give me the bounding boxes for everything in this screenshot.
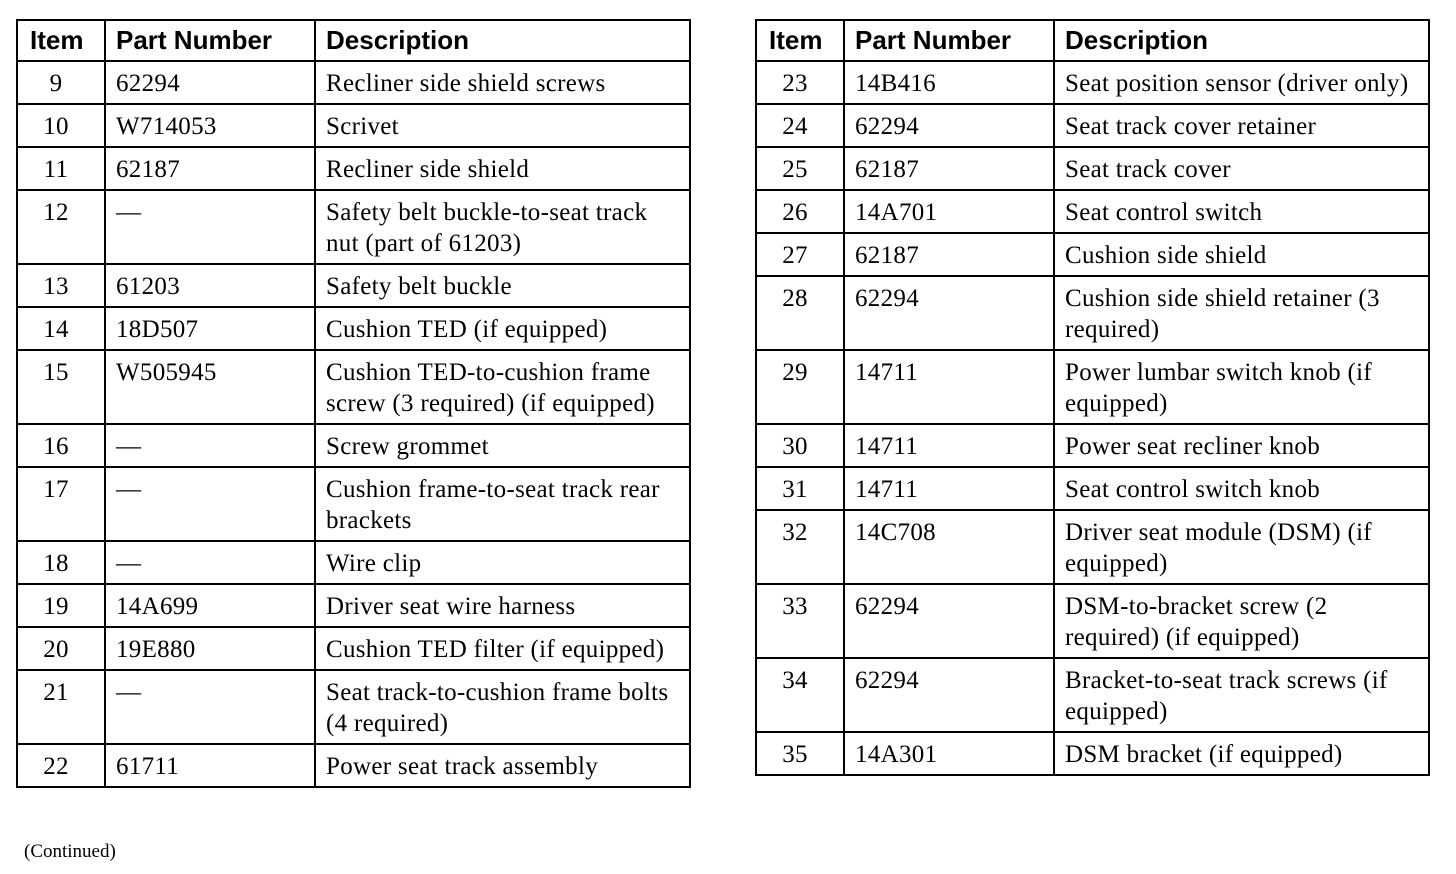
part-number-cell: 62187 <box>844 147 1054 190</box>
part-number-cell: 14A701 <box>844 190 1054 233</box>
part-number-cell: 62294 <box>844 104 1054 147</box>
part-number-cell: 14711 <box>844 424 1054 467</box>
table-row <box>17 350 690 424</box>
part-number-cell: 62294 <box>844 658 1054 732</box>
item-number-cell: 16 <box>17 424 105 467</box>
description-cell: Safety belt buckle <box>315 264 690 307</box>
description-cell: Screw grommet <box>315 424 690 467</box>
part-number-cell: W505945 <box>105 350 315 424</box>
description-cell: Scrivet <box>315 104 690 147</box>
table-row <box>17 190 690 264</box>
table-row <box>756 350 1429 424</box>
part-number-cell: 14711 <box>844 350 1054 424</box>
table-row <box>756 732 1429 775</box>
table-row <box>756 584 1429 658</box>
table-row <box>756 190 1429 233</box>
table-row <box>17 104 690 147</box>
description-cell: Cushion TED-to-cushion frame screw (3 required) (if equipped) <box>315 350 690 424</box>
part-number-cell: — <box>105 541 315 584</box>
part-number-cell: 62294 <box>844 276 1054 350</box>
table-row <box>17 307 690 350</box>
header-description: Description <box>1054 20 1429 61</box>
description-cell: Driver seat module (DSM) (if equipped) <box>1054 510 1429 584</box>
description-cell: Seat track-to-cushion frame bolts (4 required) <box>315 670 690 744</box>
header-part-number: Part Number <box>105 20 315 61</box>
item-number-cell: 21 <box>17 670 105 744</box>
item-number-cell: 26 <box>756 190 844 233</box>
description-cell: Cushion side shield retainer (3 required) <box>1054 276 1429 350</box>
item-number-cell: 27 <box>756 233 844 276</box>
part-number-cell: 18D507 <box>105 307 315 350</box>
item-number-cell: 33 <box>756 584 844 658</box>
table-row <box>17 541 690 584</box>
item-number-cell: 30 <box>756 424 844 467</box>
continued-note: (Continued) <box>24 841 116 862</box>
item-number-cell: 20 <box>17 627 105 670</box>
description-cell: Seat track cover <box>1054 147 1429 190</box>
description-cell: Power seat track assembly <box>315 744 690 787</box>
header-part-number: Part Number <box>844 20 1054 61</box>
part-number-cell: 14A301 <box>844 732 1054 775</box>
header-item: Item <box>17 20 105 61</box>
table-row <box>756 147 1429 190</box>
part-number-cell: W714053 <box>105 104 315 147</box>
item-number-cell: 24 <box>756 104 844 147</box>
table-row <box>17 147 690 190</box>
table-row <box>17 584 690 627</box>
part-number-cell: 61711 <box>105 744 315 787</box>
item-number-cell: 10 <box>17 104 105 147</box>
item-number-cell: 14 <box>17 307 105 350</box>
table-row <box>756 658 1429 732</box>
item-number-cell: 32 <box>756 510 844 584</box>
table-header-row <box>756 20 1429 61</box>
item-number-cell: 31 <box>756 467 844 510</box>
part-number-cell: 14A699 <box>105 584 315 627</box>
table-row <box>756 424 1429 467</box>
table-row <box>17 61 690 104</box>
parts-table-right <box>755 19 1430 776</box>
part-number-cell: 62187 <box>844 233 1054 276</box>
item-number-cell: 35 <box>756 732 844 775</box>
table-row <box>17 744 690 787</box>
part-number-cell: — <box>105 190 315 264</box>
description-cell: Seat control switch <box>1054 190 1429 233</box>
description-cell: Power seat recliner knob <box>1054 424 1429 467</box>
description-cell: Seat control switch knob <box>1054 467 1429 510</box>
part-number-cell: 19E880 <box>105 627 315 670</box>
item-number-cell: 22 <box>17 744 105 787</box>
item-number-cell: 34 <box>756 658 844 732</box>
part-number-cell: 14C708 <box>844 510 1054 584</box>
item-number-cell: 15 <box>17 350 105 424</box>
table-row <box>756 510 1429 584</box>
part-number-cell: 14711 <box>844 467 1054 510</box>
item-number-cell: 13 <box>17 264 105 307</box>
description-cell: Cushion side shield <box>1054 233 1429 276</box>
item-number-cell: 19 <box>17 584 105 627</box>
part-number-cell: — <box>105 467 315 541</box>
description-cell: Bracket-to-seat track screws (if equipped) <box>1054 658 1429 732</box>
description-cell: Seat track cover retainer <box>1054 104 1429 147</box>
table-row <box>756 104 1429 147</box>
header-description: Description <box>315 20 690 61</box>
table-row <box>17 424 690 467</box>
description-cell: DSM bracket (if equipped) <box>1054 732 1429 775</box>
item-number-cell: 23 <box>756 61 844 104</box>
description-cell: Recliner side shield <box>315 147 690 190</box>
description-cell: Cushion TED filter (if equipped) <box>315 627 690 670</box>
part-number-cell: 14B416 <box>844 61 1054 104</box>
item-number-cell: 12 <box>17 190 105 264</box>
table-row <box>17 264 690 307</box>
item-number-cell: 11 <box>17 147 105 190</box>
description-cell: Cushion TED (if equipped) <box>315 307 690 350</box>
table-row <box>17 627 690 670</box>
description-cell: Power lumbar switch knob (if equipped) <box>1054 350 1429 424</box>
table-header-row <box>17 20 690 61</box>
table-row <box>756 61 1429 104</box>
description-cell: Driver seat wire harness <box>315 584 690 627</box>
item-number-cell: 18 <box>17 541 105 584</box>
description-cell: Safety belt buckle-to-seat track nut (part of 61203) <box>315 190 690 264</box>
part-number-cell: 61203 <box>105 264 315 307</box>
item-number-cell: 25 <box>756 147 844 190</box>
table-row <box>17 467 690 541</box>
part-number-cell: — <box>105 670 315 744</box>
header-item: Item <box>756 20 844 61</box>
part-number-cell: 62294 <box>844 584 1054 658</box>
parts-table-left <box>16 19 691 788</box>
description-cell: Seat position sensor (driver only) <box>1054 61 1429 104</box>
table-row <box>756 233 1429 276</box>
table-row <box>17 670 690 744</box>
part-number-cell: 62294 <box>105 61 315 104</box>
description-cell: DSM-to-bracket screw (2 required) (if equipped) <box>1054 584 1429 658</box>
item-number-cell: 17 <box>17 467 105 541</box>
description-cell: Recliner side shield screws <box>315 61 690 104</box>
item-number-cell: 9 <box>17 61 105 104</box>
description-cell: Cushion frame-to-seat track rear brackets <box>315 467 690 541</box>
description-cell: Wire clip <box>315 541 690 584</box>
part-number-cell: 62187 <box>105 147 315 190</box>
item-number-cell: 29 <box>756 350 844 424</box>
table-row <box>756 276 1429 350</box>
item-number-cell: 28 <box>756 276 844 350</box>
table-row <box>756 467 1429 510</box>
part-number-cell: — <box>105 424 315 467</box>
